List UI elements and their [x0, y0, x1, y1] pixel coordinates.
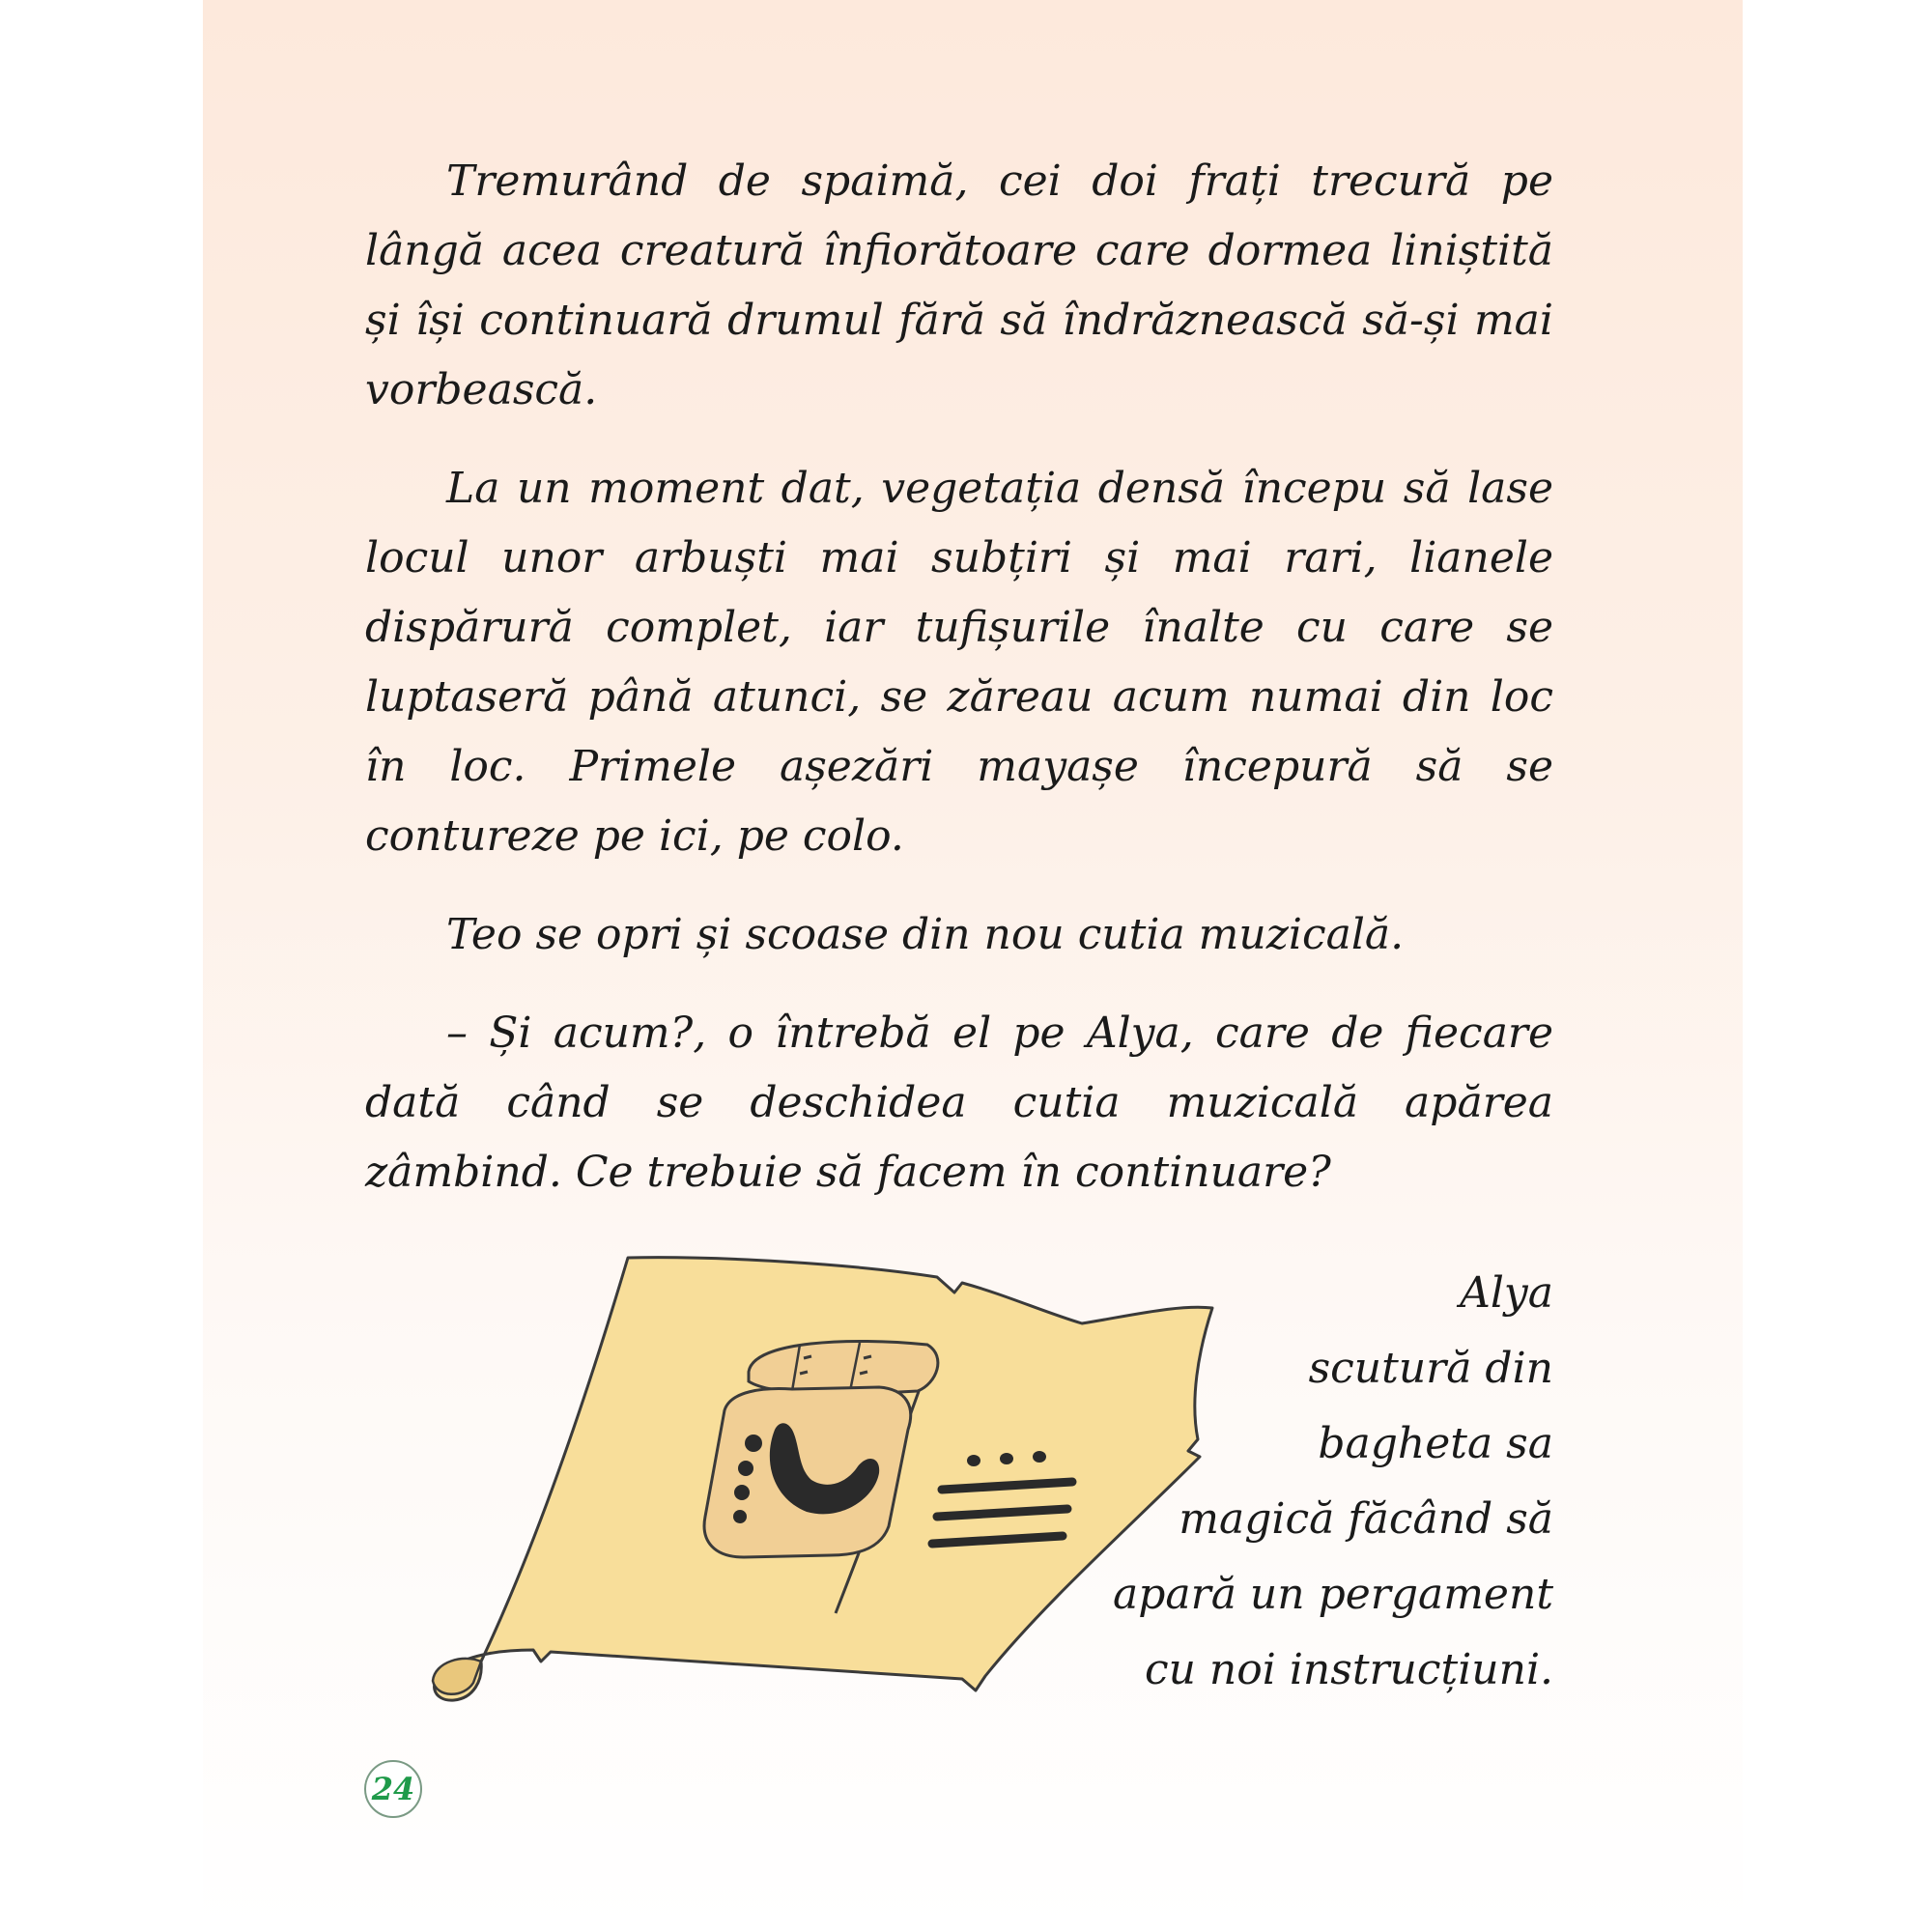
side-line-4: magică făcând să — [1179, 1494, 1553, 1544]
side-line-6: cu noi instrucțiuni. — [1144, 1645, 1553, 1694]
side-line-1: Alya — [1460, 1268, 1553, 1318]
page-number: 24 — [364, 1760, 422, 1818]
side-paragraph — [1051, 1256, 1553, 1708]
paragraph-4: – Și acum?, o întrebă el pe Alya, care de fiecare dată când se deschidea cutia muzicală apărea zâmbind. Ce trebuie să facem în continuare? — [365, 1009, 1553, 1197]
book-page — [203, 0, 1743, 1932]
side-line-3: bagheta sa — [1318, 1419, 1553, 1468]
side-line-2: scutură din — [1308, 1344, 1553, 1393]
side-line-5: apară un pergament — [1113, 1570, 1553, 1619]
story-text — [365, 147, 1553, 1236]
paragraph-2: La un moment dat, vegetația densă începu să lase locul unor arbuști mai subțiri și mai rari, lianele dispărură complet, iar tufișurile înalte cu care se luptaseră până atunci, se zăreau acum numai din loc în loc. Primele așezări mayașe începură să se contureze pe ici, pe colo. — [365, 464, 1553, 861]
paragraph-1: Tremurând de spaimă, cei doi frați trecură pe lângă acea creatură înfiorătoare care dormea liniștită și își continuară drumul fără să îndrăznească să-și mai vorbească. — [365, 156, 1553, 414]
paragraph-3: Teo se opri și scoase din nou cutia muzicală. — [446, 910, 1405, 959]
